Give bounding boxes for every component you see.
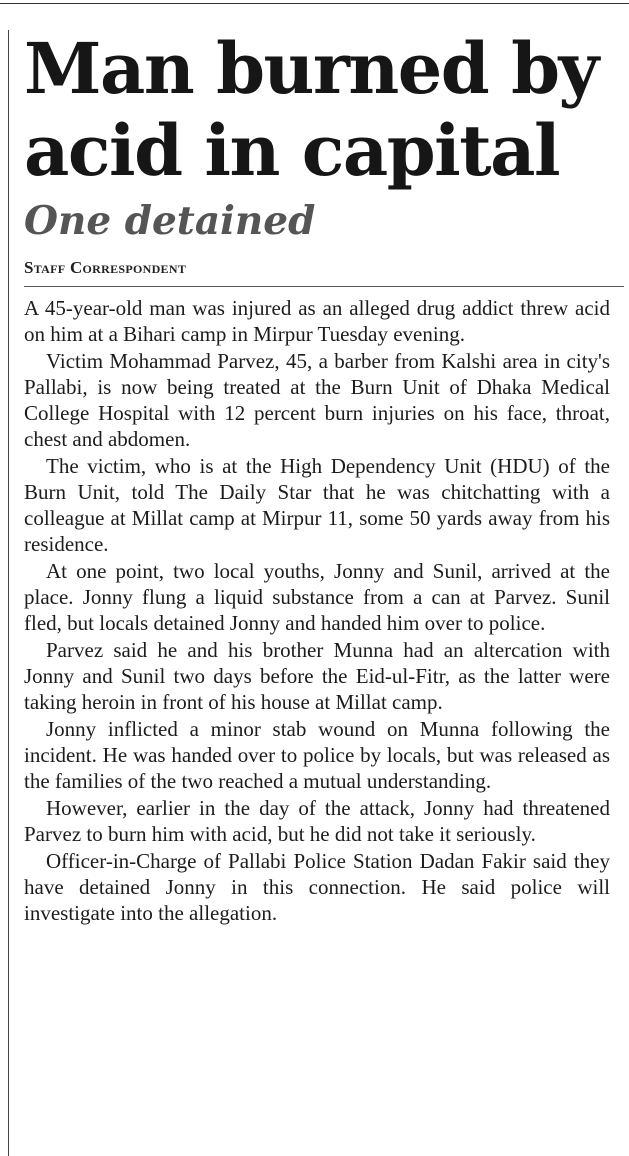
paragraph: Parvez said he and his brother Munna had an altercation with Jonny and Sunil two days before the Eid-ul-Fitr, as the latter were taking heroin in front of his house at Millat camp. [24,638,610,714]
paragraph: The victim, who is at the High Dependency Unit (HDU) of the Burn Unit, told The Daily Star that he was chitchatting with a colleague at Millat camp at Mirpur 11, some 50 yards away from his residence. [24,454,610,556]
article-body [24,295,610,926]
headline [24,28,610,192]
paragraph: At one point, two local youths, Jonny and Sunil, arrived at the place. Jonny flung a liquid substance from a can at Parvez. Sunil fled, but locals detained Jonny and handed him over to police. [24,559,610,635]
byline-divider [24,286,624,287]
byline: Staff Correspondent [24,258,187,277]
subheadline: One detained [24,198,316,244]
headline-line-1: Man burned by [24,27,598,110]
top-rule [0,3,629,4]
paragraph: Victim Mohammad Parvez, 45, a barber from Kalshi area in city's Pallabi, is now being treated at the Burn Unit of Dhaka Medical College Hospital with 12 percent burn injuries on his face, throat, chest and abdomen. [24,349,610,451]
column-rule [8,30,9,1156]
paragraph: However, earlier in the day of the attack, Jonny had threatened Parvez to burn him with acid, but he did not take it seriously. [24,796,610,846]
paragraph: A 45-year-old man was injured as an alleged drug addict threw acid on him at a Bihari camp in Mirpur Tuesday evening. [24,296,610,346]
paragraph: Officer-in-Charge of Pallabi Police Station Dadan Fakir said they have detained Jonny in this connection. He said police will investigate into the allegation. [24,849,610,925]
paragraph: Jonny inflicted a minor stab wound on Munna following the incident. He was handed over to police by locals, but was released as the families of the two reached a mutual understanding. [24,717,610,793]
headline-line-2: acid in capital [24,109,560,192]
news-article [24,28,610,926]
